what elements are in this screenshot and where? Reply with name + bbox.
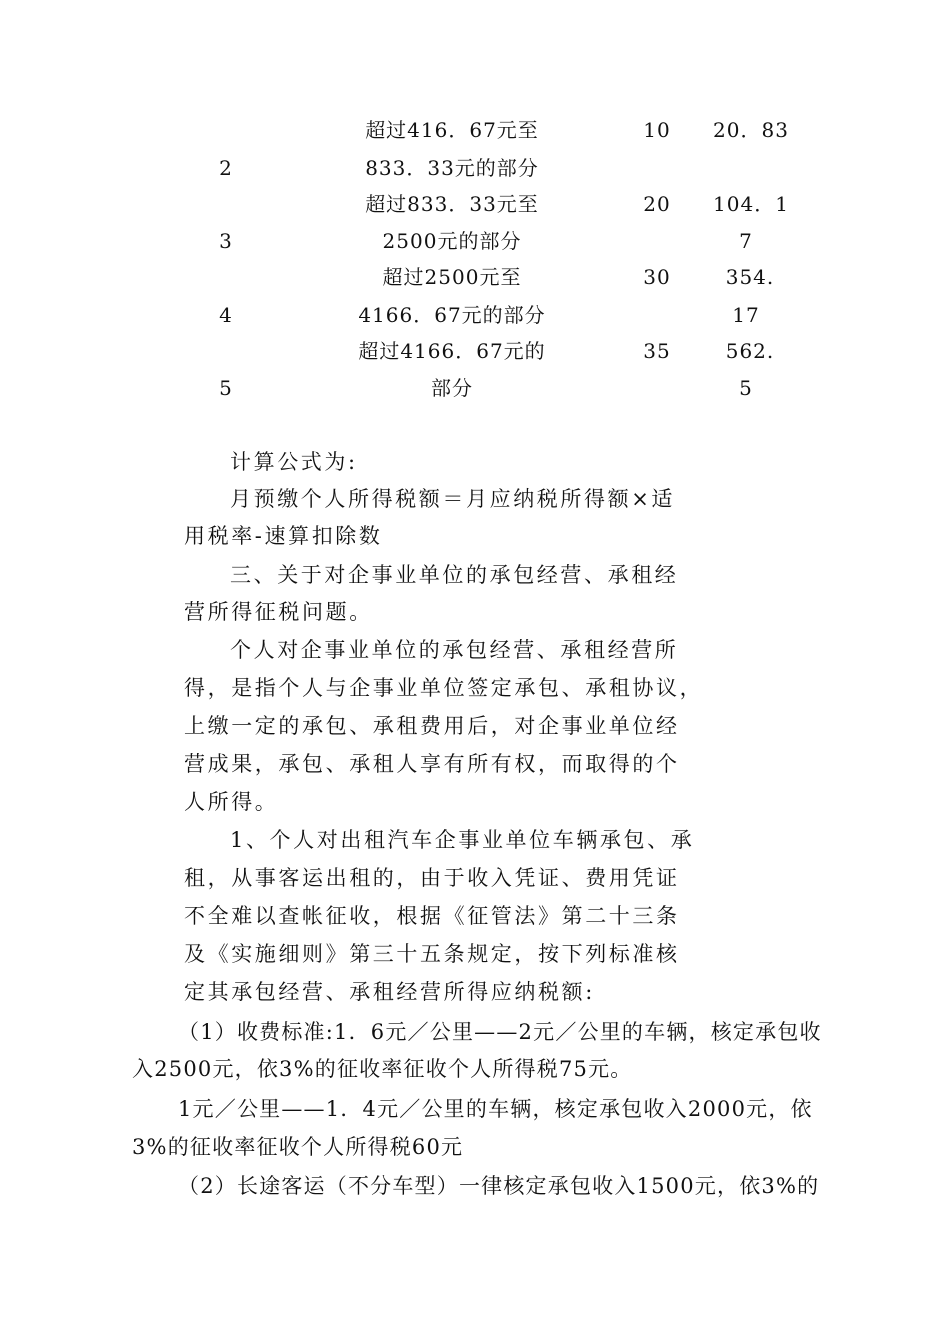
table-cell-range: 833．33元的部分 (365, 156, 539, 180)
paragraph-line: （1）收费标准:1．6元／公里——2元／公里的车辆，核定承包收 (178, 1020, 822, 1044)
table-cell-deduction: 17 (732, 303, 760, 327)
table-cell-range: 4166．67元的部分 (358, 303, 546, 327)
table-cell-level: 3 (219, 229, 233, 253)
paragraph-line: （2）长途客运（不分车型）一律核定承包收入1500元，依3%的 (178, 1174, 820, 1198)
paragraph-line: 人所得。 (184, 790, 279, 814)
table-cell-deduction: 5 (739, 376, 753, 400)
paragraph-line: 定其承包经营、承租经营所得应纳税额: (184, 980, 595, 1004)
table-cell-level: 4 (219, 303, 233, 327)
paragraph-line: 得，是指个人与企事业单位签定承包、承租协议， (184, 676, 704, 700)
paragraph-line: 租，从事客运出租的，由于收入凭证、费用凭证 (184, 866, 680, 890)
table-cell-deduction: 562. (725, 339, 775, 363)
paragraph-line: 3%的征收率征收个人所得税60元 (132, 1135, 464, 1159)
table-cell-rate: 30 (643, 265, 671, 289)
formula-heading: 计算公式为: (230, 450, 358, 474)
table-cell-deduction: 354. (725, 265, 775, 289)
formula-text: 用税率-速算扣除数 (184, 524, 383, 548)
table-cell-deduction: 20．83 (713, 118, 789, 142)
table-cell-range: 超过416．67元至 (365, 118, 539, 142)
paragraph-line: 上缴一定的承包、承租费用后，对企事业单位经 (184, 714, 680, 738)
paragraph-line: 入2500元，依3%的征收率征收个人所得税75元。 (132, 1057, 633, 1081)
table-cell-range: 2500元的部分 (382, 229, 522, 253)
paragraph-line: 1、个人对出租汽车企事业单位车辆承包、承 (230, 828, 695, 852)
section-heading: 营所得征税问题。 (184, 600, 373, 624)
table-cell-deduction: 104．1 (713, 192, 789, 216)
table-cell-range: 超过2500元至 (382, 265, 522, 289)
section-heading: 三、关于对企事业单位的承包经营、承租经 (230, 563, 679, 587)
table-cell-rate: 10 (643, 118, 671, 142)
paragraph-line: 1元／公里——1．4元／公里的车辆，核定承包收入2000元，依 (178, 1097, 813, 1121)
paragraph-line: 不全难以查帐征收，根据《征管法》第二十三条 (184, 904, 680, 928)
paragraph-line: 及《实施细则》第三十五条规定，按下列标准核 (184, 942, 680, 966)
table-cell-rate: 20 (643, 192, 671, 216)
paragraph-line: 个人对企事业单位的承包经营、承租经营所 (230, 638, 679, 662)
table-cell-level: 5 (219, 376, 233, 400)
paragraph-line: 营成果，承包、承租人享有所有权，而取得的个 (184, 752, 680, 776)
table-cell-level: 2 (219, 156, 233, 180)
table-cell-range: 部分 (431, 376, 473, 400)
table-cell-deduction: 7 (739, 229, 753, 253)
table-cell-range: 超过833．33元至 (365, 192, 539, 216)
table-cell-rate: 35 (643, 339, 671, 363)
formula-text: 月预缴个人所得税额＝月应纳税所得额×适 (230, 487, 675, 511)
table-cell-range: 超过4166．67元的 (358, 339, 546, 363)
